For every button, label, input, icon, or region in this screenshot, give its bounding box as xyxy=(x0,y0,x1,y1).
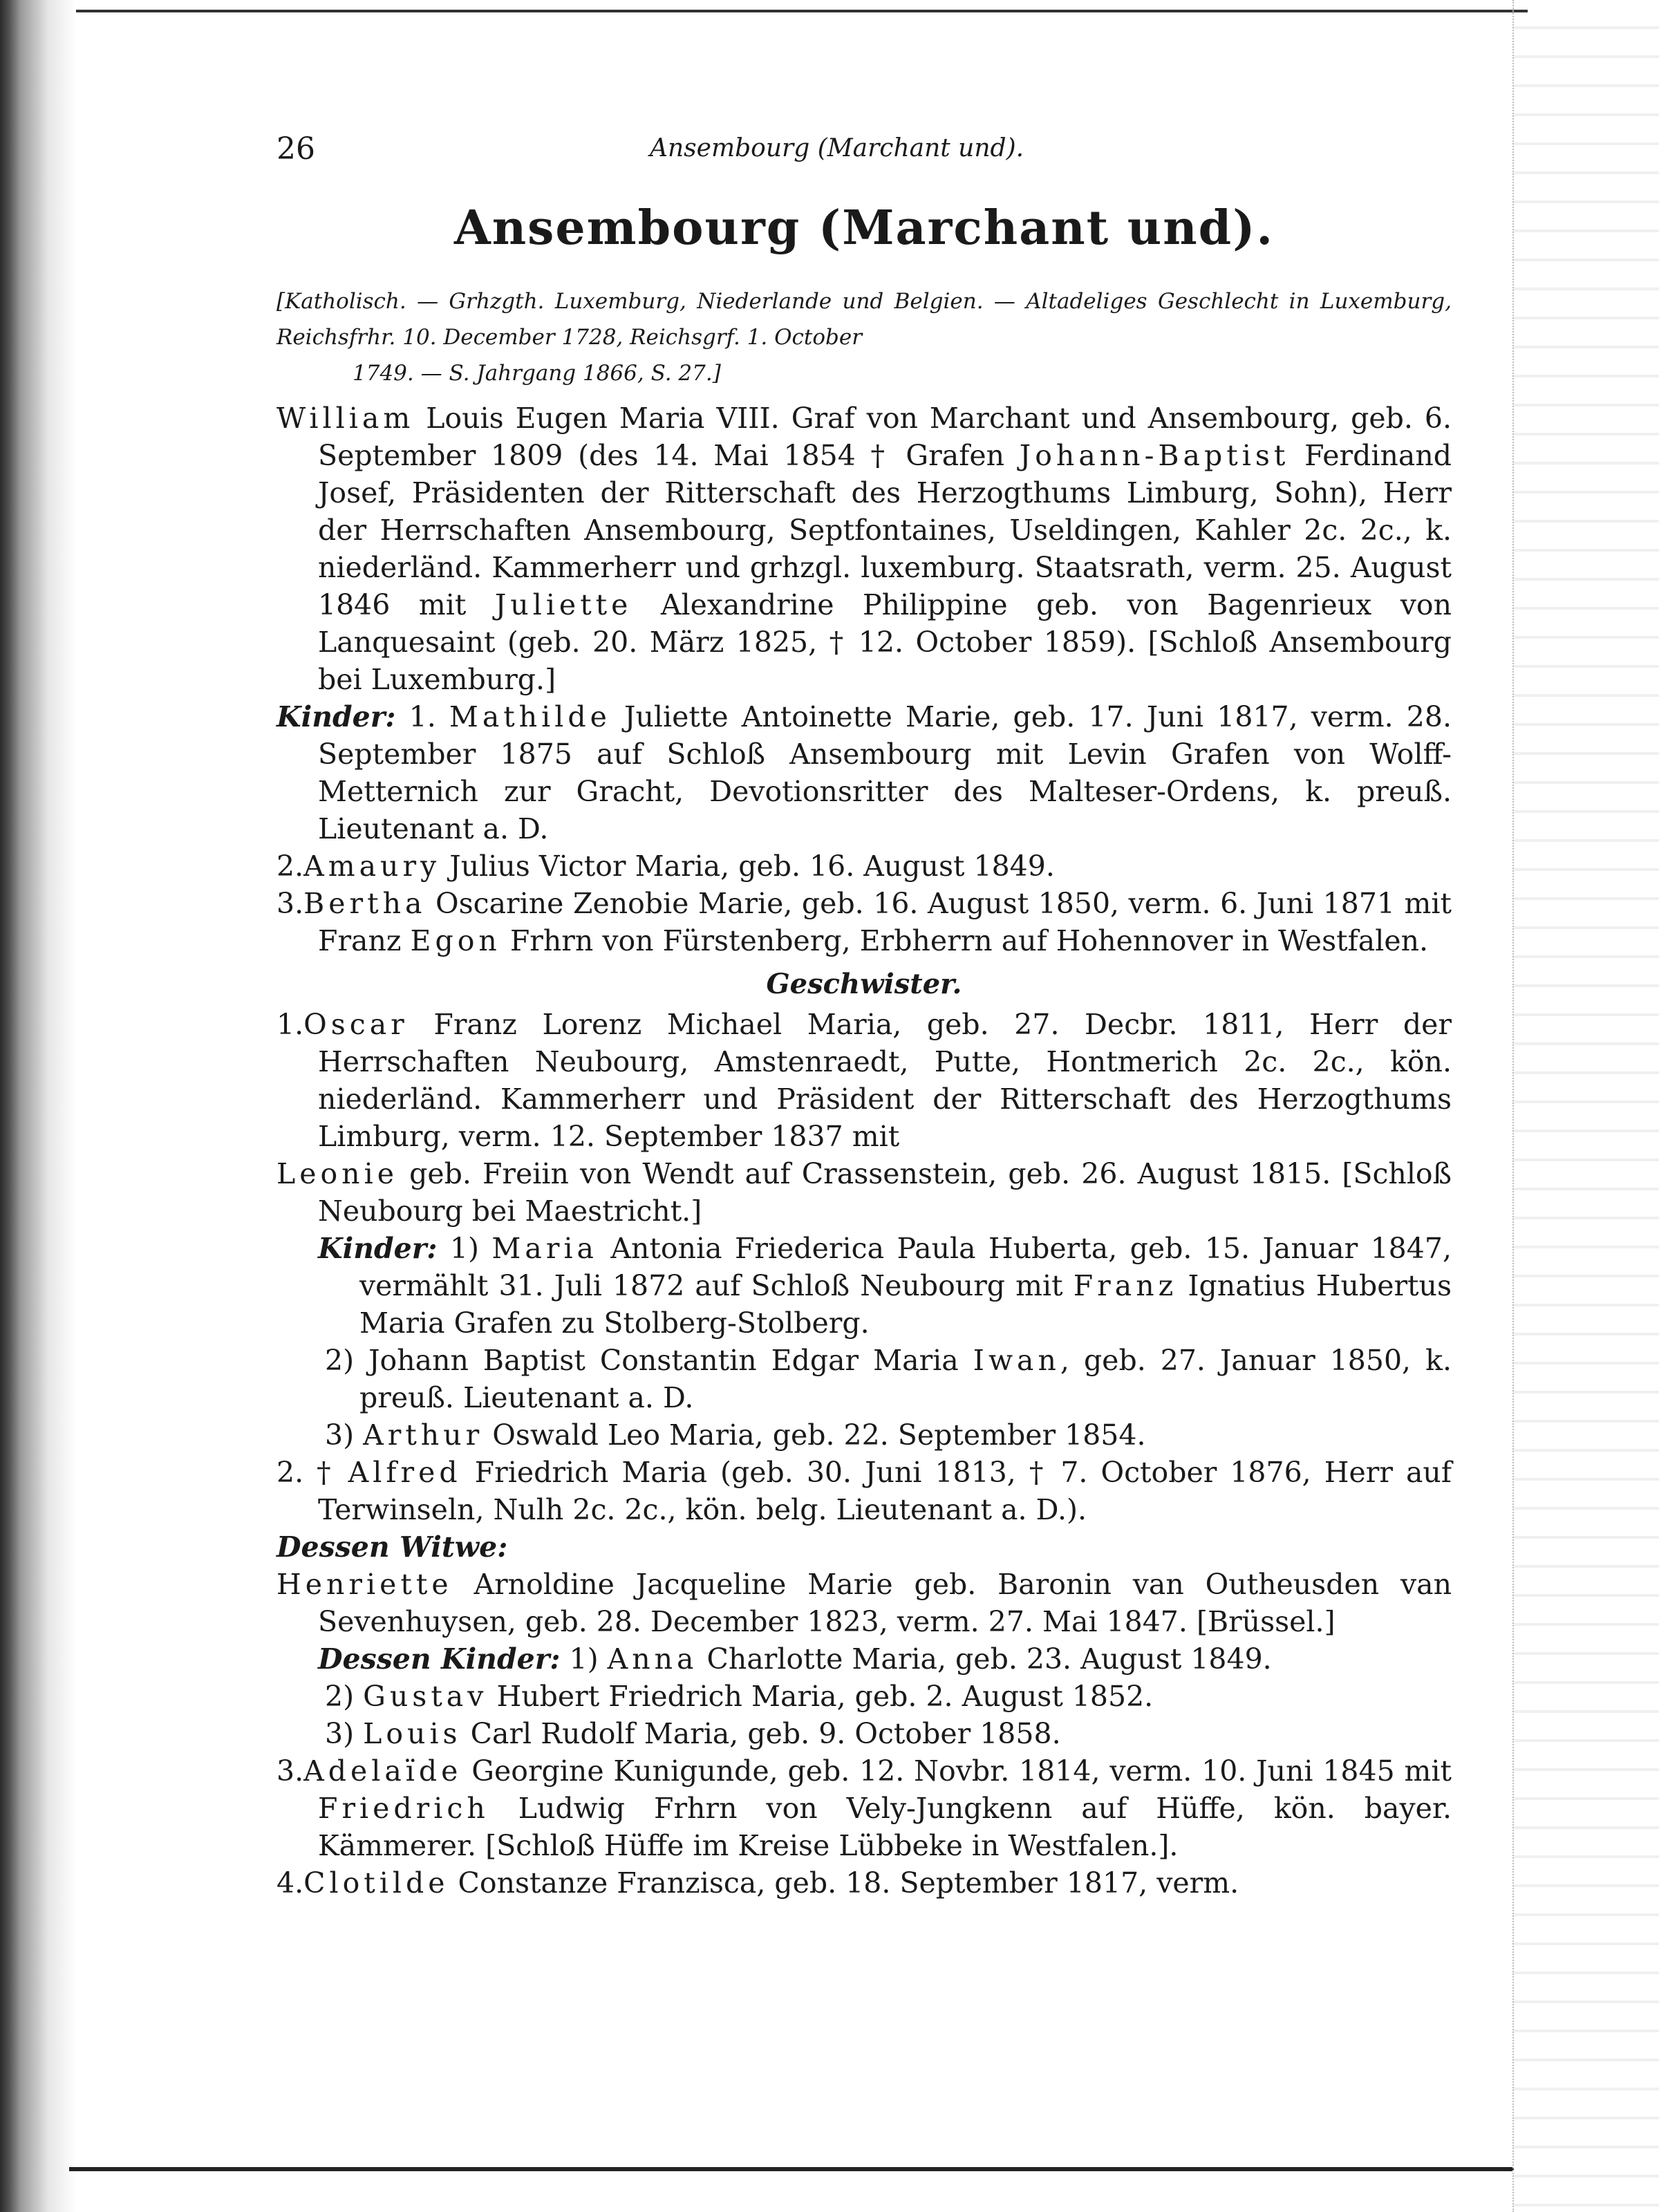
sibling-3-text-2: Ludwig Frhrn von Vely-Jungkenn auf Hüffe, kön. bayer. Kämmerer. [Schloß Hüffe im Kreise Lübbeke in Westfalen.]. xyxy=(318,1792,1452,1862)
sibling-1-kid-1-spouse: Franz xyxy=(1073,1269,1178,1302)
sibling-4-number: 4. xyxy=(276,1866,304,1900)
scan-bottom-edge xyxy=(69,2167,1514,2171)
sibling-3-name: Adelaïde xyxy=(303,1754,462,1788)
sibling-1-kids-label: Kinder: xyxy=(318,1232,438,1265)
child-1-text: Juliette Antoinette Marie, geb. 17. Juni 1817, verm. 28. September 1875 auf Schloß Ansembourg mit Levin Grafen von Wolff-Metternich zur Gracht, Devotionsritter des Malteser-Ordens, k. preuß. Lieutenant a. D. xyxy=(318,700,1452,845)
sibling-1-number: 1. xyxy=(276,1008,304,1041)
children-label: Kinder: xyxy=(276,700,396,733)
sibling-2-kid-1-name: Anna xyxy=(607,1642,698,1676)
sibling-1-kid-3-number: 3) xyxy=(325,1418,364,1452)
sibling-2-kid-2 xyxy=(276,1678,1452,1715)
sibling-2-kid-2-name: Gustav xyxy=(363,1680,488,1713)
sibling-1-name: Oscar xyxy=(303,1008,409,1041)
page-number: 26 xyxy=(276,131,315,167)
sibling-1-kid-1 xyxy=(276,1230,1452,1342)
running-head xyxy=(276,131,1452,180)
sibling-2-number: 2. † xyxy=(276,1456,348,1489)
child-3-name: Bertha xyxy=(303,887,427,920)
sibling-2-widow: Henriette xyxy=(276,1568,453,1601)
siblings-heading: Geschwister. xyxy=(766,968,962,1000)
sibling-2-kid-3-name: Louis xyxy=(363,1717,462,1750)
scan-left-edge xyxy=(0,0,76,2212)
sibling-1-kid-3 xyxy=(276,1416,1452,1454)
head-entry xyxy=(276,400,1452,698)
child-2-name: Amaury xyxy=(303,850,441,883)
sibling-2-name: Alfred xyxy=(348,1456,462,1489)
head-text-3: Alexandrine Philippine geb. von Bagenrieux von Lanquesaint (geb. 20. März 1825, † 12. October 1859). [Schloß Ansembourg bei Luxemburg.] xyxy=(318,588,1452,696)
sibling-1-kid-2-text: , geb. 27. Januar 1850, k. preuß. Lieutenant a. D. xyxy=(359,1344,1452,1414)
sibling-1-kid-2-prefix: 2) Johann Baptist Constantin Edgar Maria xyxy=(325,1344,973,1377)
sibling-entry-4 xyxy=(276,1864,1452,1902)
sibling-2-widow-label-row xyxy=(276,1528,1452,1566)
sibling-entry-1 xyxy=(276,1006,1452,1155)
sibling-1-wife-entry xyxy=(276,1155,1452,1230)
sibling-1-kid-1-name: Maria xyxy=(491,1232,599,1265)
sibling-3-spouse: Friedrich xyxy=(318,1792,489,1825)
sibling-2-kid-1-text: Charlotte Maria, geb. 23. August 1849. xyxy=(697,1642,1272,1676)
sibling-1-text: Franz Lorenz Michael Maria, geb. 27. Decbr. 1811, Herr der Herrschaften Neubourg, Amstenraedt, Putte, Hontmerich 2c. 2c., kön. niederländ. Kammerherr und Präsident der Ritterschaft des Herzogthums Limburg, verm. 12. September 1837 mit xyxy=(318,1008,1452,1153)
sibling-entry-3 xyxy=(276,1752,1452,1864)
sibling-2-widow-label: Dessen Witwe: xyxy=(276,1530,508,1564)
scan-top-edge xyxy=(76,0,1528,12)
child-3-text-1: Oscarine Zenobie Marie, geb. 16. August 1850, verm. 6. Juni 1871 mit Franz xyxy=(318,887,1452,957)
facing-page-bleed xyxy=(1512,0,1659,2212)
page-title: Ansembourg (Marchant und). xyxy=(453,200,1275,256)
sibling-2-widow-text: Arnoldine Jacqueline Marie geb. Baronin van Outheusden van Sevenhuysen, geb. 28. December 1823, verm. 27. Mai 1847. [Brüssel.] xyxy=(318,1568,1452,1638)
sibling-1-kid-1-number: 1) xyxy=(437,1232,492,1265)
sibling-1-kid-2-name: Iwan xyxy=(973,1344,1060,1377)
head-wife: Juliette xyxy=(494,588,632,621)
sibling-1-kid-1-text-2: Ignatius Hubertus Maria Grafen zu Stolberg-Stolberg. xyxy=(359,1269,1452,1340)
sibling-1-kid-3-text: Oswald Leo Maria, geb. 22. September 1854. xyxy=(483,1418,1146,1452)
sibling-2-text: Friedrich Maria (geb. 30. Juni 1813, † 7. October 1876, Herr auf Terwinseln, Nulh 2c. 2c., kön. belg. Lieutenant a. D.). xyxy=(318,1456,1452,1526)
document-page xyxy=(276,131,1452,1902)
sibling-2-kid-3-text: Carl Rudolf Maria, geb. 9. October 1858. xyxy=(461,1717,1061,1750)
sibling-1-kid-1-text-1: Antonia Friederica Paula Huberta, geb. 15. Januar 1847, vermählt 31. Juli 1872 auf Schloß Neubourg mit xyxy=(359,1232,1452,1302)
child-entry-2 xyxy=(276,847,1452,885)
child-1-number: 1. xyxy=(395,700,449,733)
child-3-text-2: Frhrn von Fürstenberg, Erbherrn auf Hohennover in Westfalen. xyxy=(500,924,1429,957)
head-text-1: Louis Eugen Maria VIII. Graf von Marchant und Ansembourg, geb. 6. September 1809 (des 14. Mai 1854 † Grafen xyxy=(318,402,1452,472)
sibling-1-wife: Leonie xyxy=(276,1157,398,1190)
sibling-1-kid-2 xyxy=(276,1342,1452,1416)
sibling-2-kids-label: Dessen Kinder: xyxy=(318,1642,561,1676)
child-entry-3 xyxy=(276,885,1452,959)
child-3-number: 3. xyxy=(276,887,304,920)
child-2-number: 2. xyxy=(276,850,304,883)
child-2-text: Julius Victor Maria, geb. 16. August 1849. xyxy=(440,850,1055,883)
child-entry-1 xyxy=(276,698,1452,847)
head-name: William xyxy=(276,402,415,435)
sibling-2-kid-1 xyxy=(276,1640,1452,1678)
sibling-2-kid-3-number: 3) xyxy=(325,1717,364,1750)
sibling-4-text: Constanze Franzisca, geb. 18. September 1817, verm. xyxy=(449,1866,1239,1900)
sibling-2-kid-1-number: 1) xyxy=(560,1642,608,1676)
head-text-2: Ferdinand Josef, Präsidenten der Ritterschaft des Herzogthums Limburg, Sohn), Herr der Herrschaften Ansembourg, Septfontaines, Useldingen, Kahler 2c. 2c., k. niederländ. Kammerherr und grhzgl. luxemburg. Staatsrath, verm. 25. August 1846 mit xyxy=(318,439,1452,621)
intro-line-2: Geschlecht in Luxemburg, Reichsfrhr. 10. December 1728, Reichsgrf. 1. October xyxy=(276,289,1452,350)
sibling-4-name: Clotilde xyxy=(303,1866,449,1900)
head-father: Johann-Baptist xyxy=(1019,439,1290,472)
running-title: Ansembourg (Marchant und). xyxy=(650,134,1024,162)
sibling-3-number: 3. xyxy=(276,1754,304,1788)
sibling-2-widow-entry xyxy=(276,1566,1452,1640)
sibling-1-wife-text: geb. Freiin von Wendt auf Crassenstein, geb. 26. August 1815. [Schloß Neubourg bei Maestricht.] xyxy=(318,1157,1452,1228)
sibling-2-kid-2-number: 2) xyxy=(325,1680,364,1713)
sibling-2-kid-3 xyxy=(276,1715,1452,1752)
intro-line-3: 1749. — S. Jahrgang 1866, S. 27.] xyxy=(353,361,721,386)
sibling-2-kid-2-text: Hubert Friedrich Maria, geb. 2. August 1852. xyxy=(487,1680,1154,1713)
intro-note xyxy=(276,283,1452,391)
sibling-entry-2 xyxy=(276,1454,1452,1528)
child-3-spouse: Egon xyxy=(410,924,501,957)
sibling-1-kid-3-name: Arthur xyxy=(363,1418,484,1452)
sibling-3-text-1: Georgine Kunigunde, geb. 12. Novbr. 1814, verm. 10. Juni 1845 mit xyxy=(462,1754,1452,1788)
child-1-name: Mathilde xyxy=(449,700,611,733)
intro-line-1: [Katholisch. — Grhzgth. Luxemburg, Niederlande und Belgien. — Altadeliges xyxy=(276,289,1147,314)
